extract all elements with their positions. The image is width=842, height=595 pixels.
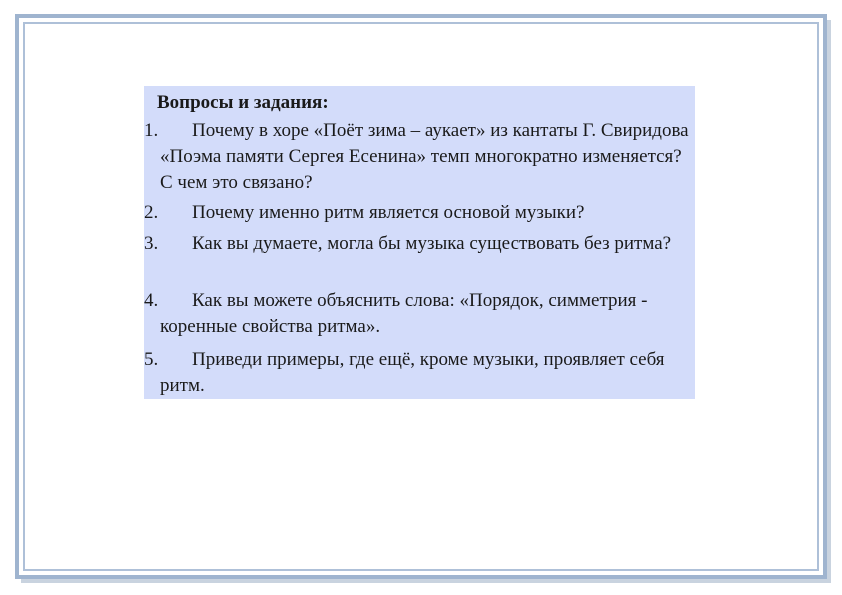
question-text: Как вы можете объяснить слова: «Порядок, симметрия - коренные свойства ритма». — [160, 290, 648, 337]
question-text: Как вы думаете, могла бы музыка существовать без ритма? — [192, 233, 672, 254]
question-item — [144, 231, 689, 257]
questions-box — [144, 86, 695, 399]
question-text: Почему именно ритм является основой музыки? — [192, 202, 585, 223]
question-item — [144, 118, 689, 196]
question-item — [144, 288, 689, 340]
question-number: 1. — [144, 120, 159, 141]
question-text: Приведи примеры, где ещё, кроме музыки, проявляет себя ритм. — [160, 349, 665, 396]
frame-shadow — [21, 579, 831, 583]
questions-heading: Вопросы и задания: — [157, 92, 329, 113]
question-number: 3. — [144, 233, 159, 254]
question-number: 4. — [144, 290, 159, 311]
question-number: 2. — [144, 202, 159, 223]
question-item — [144, 200, 689, 226]
frame-shadow — [827, 20, 831, 583]
question-number: 5. — [144, 349, 159, 370]
question-item — [144, 347, 689, 399]
question-text: Почему в хоре «Поёт зима – аукает» из кантаты Г. Свиридова «Поэма памяти Сергея Есенина» темп многократно изменяется? С чем это связано? — [160, 120, 689, 193]
